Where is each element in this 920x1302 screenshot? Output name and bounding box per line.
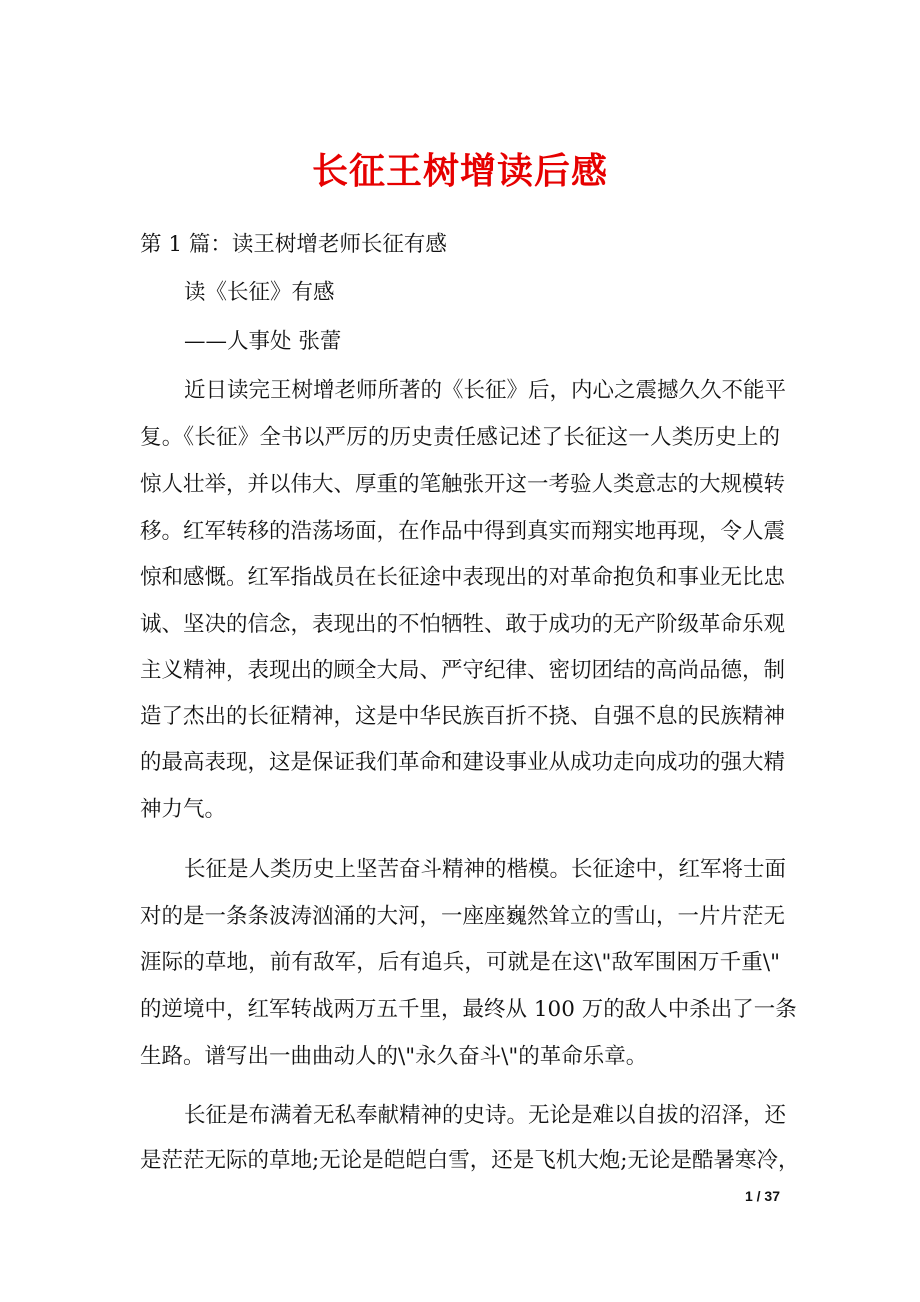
paragraph-line: 的逆境中，红军转战两万五千里，最终从 100 万的敌人中杀出了一条 [140, 997, 797, 1022]
paragraph-line: 复。《长征》全书以严厉的历史责任感记述了长征这一人类历史上的 [140, 425, 780, 450]
paragraph-line: 主义精神，表现出的顾全大局、严守纪律、密切团结的高尚品德，制 [140, 658, 786, 683]
paragraph-line: 长征是布满着无私奉献精神的史诗。无论是难以自拔的沼泽，还 [184, 1103, 787, 1128]
paragraph-line: 诚、坚决的信念，表现出的不怕牺牲、敢于成功的无产阶级革命乐观 [140, 612, 786, 637]
paragraph-line: 神力气。 [140, 797, 227, 822]
paragraph-line: 移。红军转移的浩荡场面，在作品中得到真实而翔实地再现，令人震 [140, 519, 786, 544]
essay-subtitle: 读《长征》有感 [184, 280, 335, 305]
paragraph-line: 是茫茫无际的草地;无论是皑皑白雪，还是飞机大炮;无论是酷暑寒冷， [140, 1148, 800, 1173]
paragraph-line: 惊和感慨。红军指战员在长征途中表现出的对革命抱负和事业无比忠 [140, 565, 786, 590]
paragraph-line: 长征是人类历史上坚苦奋斗精神的楷模。长征途中，红军将士面 [184, 857, 787, 882]
paragraph-line: 近日读完王树增老师所著的《长征》后，内心之震撼久久不能平 [184, 378, 787, 403]
essay-author: ——人事处 张蕾 [184, 329, 342, 354]
section-heading: 第 1 篇：读王树增老师长征有感 [140, 232, 447, 257]
paragraph-line: 涯际的草地，前有敌军，后有追兵，可就是在这\"敌军围困万千重\" [140, 950, 780, 975]
paragraph-line: 惊人壮举，并以伟大、厚重的笔触张开这一考验人类意志的大规模转 [140, 472, 786, 497]
paragraph-line: 生路。谱写出一曲曲动人的\"永久奋斗\"的革命乐章。 [140, 1044, 648, 1069]
paragraph-line: 对的是一条条波涛汹涌的大河，一座座巍然耸立的雪山，一片片茫无 [140, 904, 786, 929]
paragraph-line: 的最高表现，这是保证我们革命和建设事业从成功走向成功的强大精 [140, 750, 786, 775]
paragraph-line: 造了杰出的长征精神，这是中华民族百折不挠、自强不息的民族精神 [140, 704, 786, 729]
page-number: 1 / 37 [744, 1188, 780, 1204]
document-title: 长征王树增读后感 [311, 150, 608, 192]
